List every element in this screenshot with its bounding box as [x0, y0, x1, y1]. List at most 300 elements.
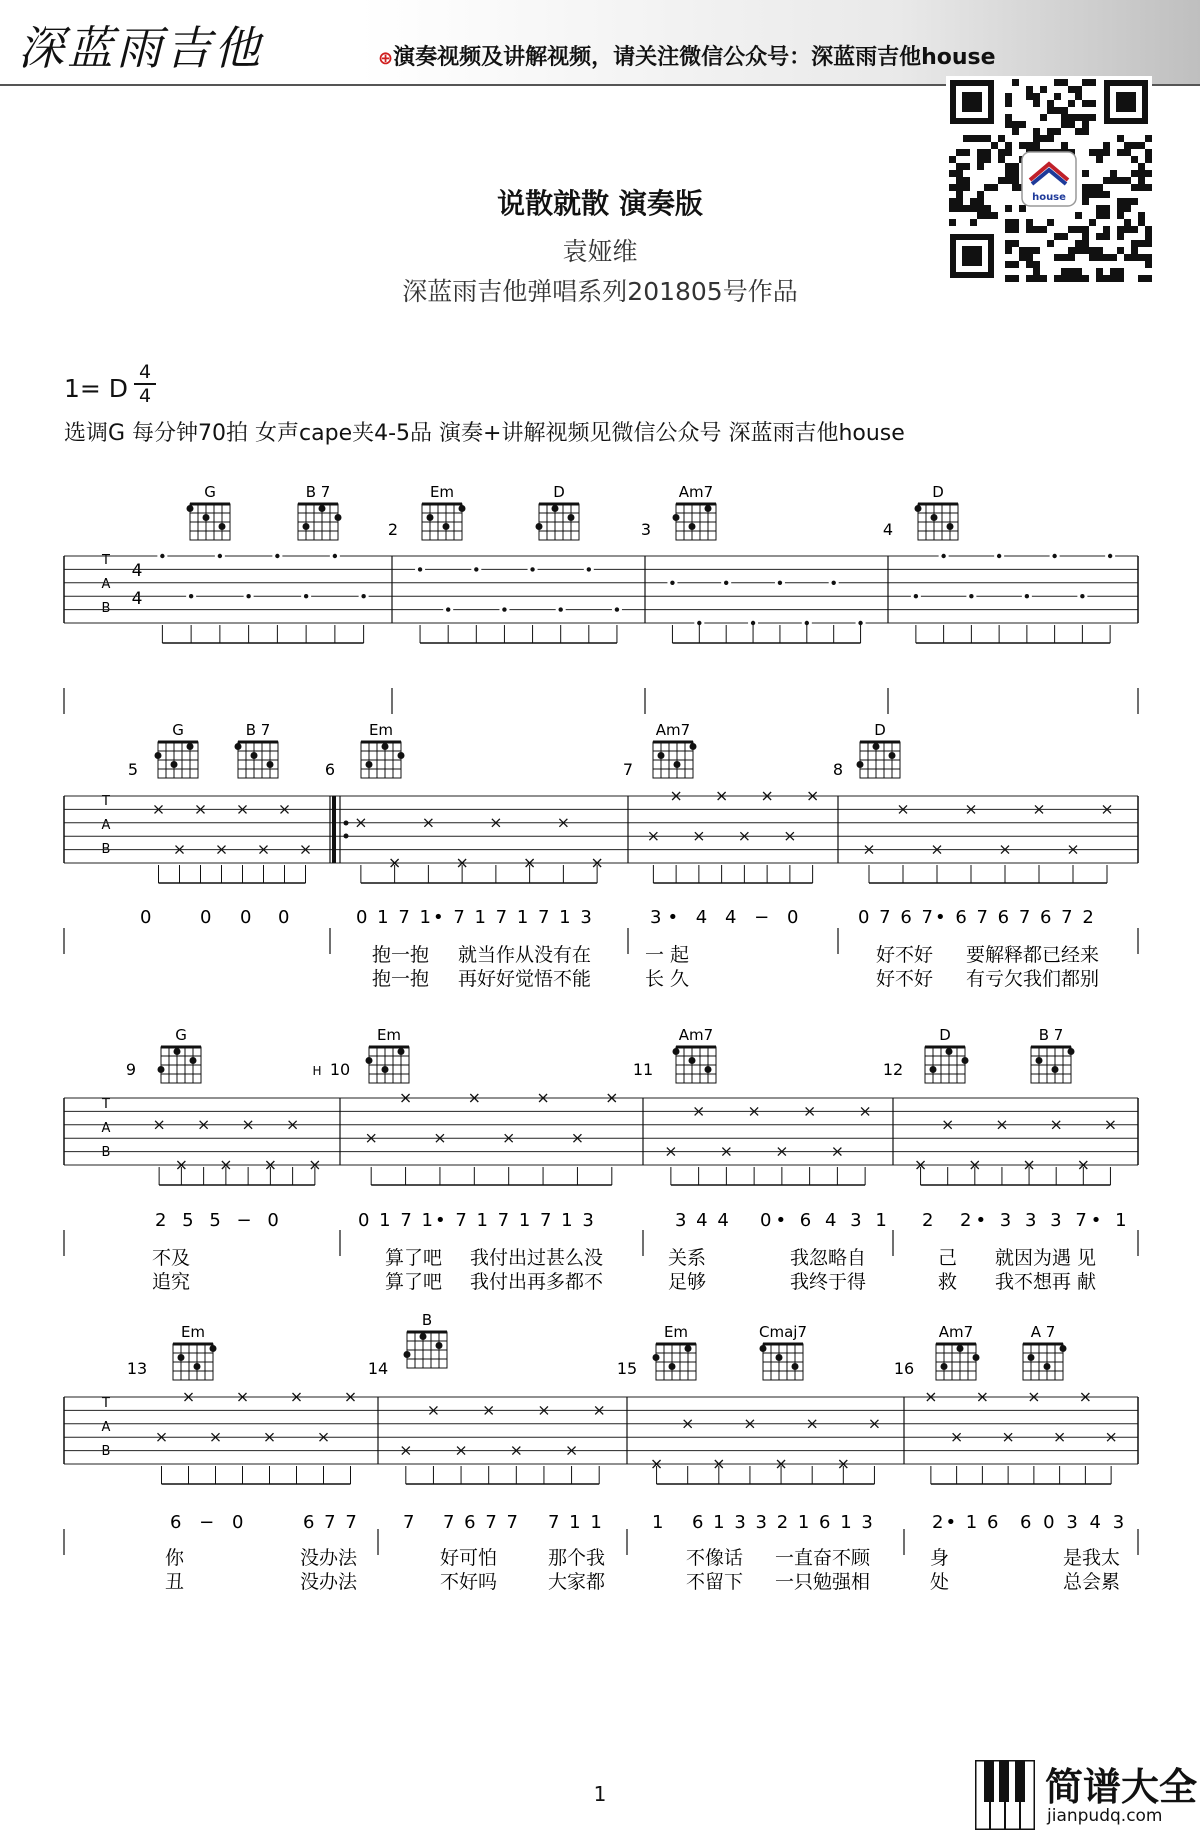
time-top: 4	[138, 361, 152, 383]
qr-module	[1061, 114, 1068, 121]
fret-number	[502, 607, 506, 611]
chord-diagram	[915, 504, 959, 540]
finger-dot	[436, 1342, 443, 1349]
qr-module	[956, 170, 963, 177]
fret-number	[751, 621, 755, 625]
chord-diagram	[673, 504, 717, 540]
qr-module	[1089, 79, 1096, 86]
fret-number	[418, 567, 422, 571]
lyric: 就当作从没有在	[458, 944, 592, 966]
finger-dot	[171, 761, 178, 768]
qr-module	[949, 170, 956, 177]
finger-dot	[190, 1057, 197, 1064]
qr-module	[977, 135, 984, 142]
finger-dot	[669, 1363, 676, 1370]
qr-module	[1082, 114, 1089, 121]
lyric: 就因为遇 见	[995, 1247, 1097, 1269]
finger-dot	[398, 1048, 405, 1055]
qr-module	[1040, 135, 1047, 142]
tab-letter: B	[101, 1145, 111, 1160]
chord-diagrams	[155, 742, 901, 778]
finger-dot	[568, 514, 575, 521]
finger-dot	[427, 514, 434, 521]
system-4	[101, 1311, 1127, 1593]
finger-dot	[673, 514, 680, 521]
lyric: 不留下	[686, 1571, 744, 1593]
finger-dot	[673, 1048, 680, 1055]
finger-dot	[658, 752, 665, 759]
fret-number	[587, 567, 591, 571]
measure-number: 3	[640, 520, 652, 539]
chord-name: D	[874, 721, 886, 739]
lyric: 好不好	[876, 968, 934, 990]
chord-name: Em	[180, 1323, 206, 1341]
chord-name: Cmaj7	[759, 1323, 807, 1341]
qr-module	[1061, 107, 1068, 114]
piano-icon	[975, 1760, 1035, 1830]
qr-module	[1096, 156, 1103, 163]
finger-dot	[187, 743, 194, 750]
chord-name: Am7	[655, 721, 691, 739]
numbered-notation: 3• 4 4 − 0	[650, 907, 805, 928]
qr-module	[1054, 79, 1061, 86]
chord-name: Em	[376, 1026, 402, 1044]
chord-diagram	[653, 742, 697, 778]
numbered-notation: 1	[652, 1512, 664, 1533]
numbered-notation: 0 1 7 1• 7 1 7 1 7 1 3	[356, 907, 594, 928]
qr-module	[1138, 163, 1145, 170]
fret-number	[246, 594, 250, 598]
score-area	[0, 460, 1200, 1600]
finger-dot	[946, 1048, 953, 1055]
finger-dot	[957, 1345, 964, 1352]
measure-number: 2	[387, 520, 399, 539]
fret-number	[697, 621, 701, 625]
qr-module	[1005, 149, 1012, 156]
lyric: 没办法	[300, 1571, 358, 1593]
finger-dot	[776, 1354, 783, 1361]
chord-name: B 7	[1038, 1026, 1064, 1044]
finger-dot	[931, 514, 938, 521]
tab-letter: T	[102, 1396, 110, 1411]
chord-diagram	[361, 742, 405, 778]
fret-number	[1052, 554, 1056, 558]
lyric: 我不想再 献	[995, 1271, 1097, 1293]
measure-number: 7	[622, 760, 634, 779]
finger-dot	[303, 523, 310, 530]
fret-number	[724, 581, 728, 585]
fret-number	[189, 594, 193, 598]
lyric: 不像话	[686, 1547, 744, 1569]
qr-module	[1012, 128, 1019, 135]
fret-number	[160, 554, 164, 558]
system-2	[101, 721, 1099, 990]
tab-letter: A	[101, 577, 111, 592]
finger-dot	[1028, 1354, 1035, 1361]
numbered-notation: 2• 1 6	[932, 1512, 1001, 1533]
finger-dot	[1036, 1057, 1043, 1064]
qr-module	[1033, 135, 1040, 142]
chord-name: B 7	[245, 721, 271, 739]
fret-number	[218, 554, 222, 558]
numbered-notation: 0 7 6 7• 6 7 6 7 6 7 2	[858, 907, 1096, 928]
finger-dot	[420, 1333, 427, 1340]
qr-module	[1089, 114, 1096, 121]
finger-dot	[382, 1066, 389, 1073]
finger-dot	[760, 1345, 767, 1352]
numbered-notation: 0• 6 4 3 1	[760, 1210, 891, 1231]
chord-name: Em	[663, 1323, 689, 1341]
qr-module	[1131, 156, 1138, 163]
qr-module	[1047, 100, 1054, 107]
qr-module	[1082, 121, 1089, 128]
numbered-notation: 0 1 7 1• 7 1 7 1 7 1 3	[358, 1210, 596, 1231]
lyric: 你	[165, 1547, 185, 1569]
qr-module	[1054, 93, 1061, 100]
qr-module	[1075, 93, 1082, 100]
numbered-notation: 0	[240, 907, 252, 928]
measure-number: 12	[882, 1060, 904, 1079]
qr-module	[1005, 121, 1012, 128]
qr-module	[1131, 170, 1138, 177]
fret-number	[805, 621, 809, 625]
tab-time: 4	[131, 589, 143, 609]
qr-module	[1096, 149, 1103, 156]
measure-number: 15	[616, 1359, 638, 1378]
numbered-notation: 2	[922, 1210, 934, 1231]
fret-number	[446, 607, 450, 611]
numbered-notation: 3 4 4	[675, 1210, 731, 1231]
chord-diagram	[187, 504, 231, 540]
finger-dot	[653, 1354, 660, 1361]
qr-module	[1138, 170, 1145, 177]
lyric: 那个我	[548, 1547, 606, 1569]
measure-number: 6	[324, 760, 336, 779]
fret-number	[474, 567, 478, 571]
qr-module	[1103, 149, 1110, 156]
fret-number	[1025, 594, 1029, 598]
repeat-dot	[344, 834, 349, 839]
qr-module	[1026, 86, 1033, 93]
qr-module	[956, 149, 963, 156]
qr-module	[998, 149, 1005, 156]
chord-diagram	[173, 1344, 217, 1380]
qr-module	[949, 156, 956, 163]
qr-module	[1089, 100, 1096, 107]
finger-dot	[536, 523, 543, 530]
numbered-notation: 7	[403, 1512, 415, 1533]
numbered-notation: 6 0 3 4 3	[1020, 1512, 1128, 1533]
chord-name: B	[421, 1311, 433, 1329]
lyric: 处	[930, 1571, 950, 1593]
lyric: 不好吗	[440, 1571, 498, 1593]
chord-diagram	[925, 1047, 969, 1083]
qr-label: house	[1032, 192, 1066, 203]
watermark-url: jianpudq.com	[1047, 1806, 1163, 1826]
numbered-notation: 6 7 7	[303, 1512, 359, 1533]
lyric: 好不好	[876, 944, 934, 966]
tab-letter: A	[101, 1121, 111, 1136]
finger-dot	[973, 1354, 980, 1361]
lyric: 没办法	[300, 1547, 358, 1569]
measure-number: 4	[882, 520, 894, 539]
numbered-notation: 0	[278, 907, 290, 928]
finger-dot	[689, 523, 696, 530]
qr-module	[1145, 156, 1152, 163]
qr-module	[1012, 121, 1019, 128]
lyric: 己	[938, 1247, 958, 1269]
song-series: 深蓝雨吉他弹唱系列201805号作品	[402, 277, 798, 306]
finger-dot	[158, 1066, 165, 1073]
qr-module	[1033, 93, 1040, 100]
finger-dot	[335, 514, 342, 521]
repeat-dot	[344, 821, 349, 826]
chord-diagram	[366, 1047, 410, 1083]
qr-module	[1089, 149, 1096, 156]
lyric: 是我太	[1063, 1547, 1121, 1569]
finger-dot	[174, 1048, 181, 1055]
chord-name: Am7	[938, 1323, 974, 1341]
qr-module	[1131, 142, 1138, 149]
qr-module	[1061, 79, 1068, 86]
qr-module	[1068, 86, 1075, 93]
qr-module	[1005, 163, 1012, 170]
tab-letter: T	[102, 553, 110, 568]
chord-diagrams	[187, 504, 959, 540]
finger-dot	[1068, 1048, 1075, 1055]
numbered-notation: 7 6 7 7	[443, 1512, 520, 1533]
qr-module	[1061, 142, 1068, 149]
measure-number: 14	[367, 1359, 389, 1378]
lyric: 总会累	[1063, 1571, 1121, 1593]
lyric: 我忽略自	[790, 1247, 867, 1269]
finger-dot	[178, 1354, 185, 1361]
tab-letter: A	[101, 1420, 111, 1435]
fret-number	[333, 554, 337, 558]
qr-module	[1026, 142, 1033, 149]
lyric: 足够	[668, 1271, 707, 1293]
finger-dot	[319, 505, 326, 512]
fret-number	[304, 594, 308, 598]
numbered-notation: 0	[140, 907, 152, 928]
qr-module	[1103, 142, 1110, 149]
fret-number	[778, 581, 782, 585]
qr-module	[1040, 114, 1047, 121]
finger-dot	[187, 505, 194, 512]
fret-number	[914, 594, 918, 598]
qr-module	[1054, 107, 1061, 114]
qr-module	[1068, 100, 1075, 107]
measure-number: 8	[832, 760, 844, 779]
qr-module	[1026, 93, 1033, 100]
finger-dot	[1044, 1363, 1051, 1370]
time-bottom: 4	[138, 385, 152, 407]
chord-diagram	[760, 1344, 804, 1380]
finger-dot	[194, 1363, 201, 1370]
qr-module	[1047, 128, 1054, 135]
qr-module	[1033, 128, 1040, 135]
qr-module	[1005, 100, 1012, 107]
lyric: 不及	[152, 1247, 191, 1269]
chord-name: D	[932, 483, 944, 501]
measure-number: 9	[125, 1060, 137, 1079]
finger-dot	[930, 1066, 937, 1073]
chord-name: Am7	[678, 1026, 714, 1044]
chord-diagram	[298, 504, 342, 540]
qr-module	[1005, 93, 1012, 100]
qr-module	[1012, 163, 1019, 170]
fret-number	[831, 581, 835, 585]
fret-number	[969, 594, 973, 598]
numbered-notation: 2• 3 3 3 7• 1	[960, 1210, 1131, 1231]
lyric: 一只勉强相	[775, 1571, 871, 1593]
chord-diagram	[1031, 1047, 1075, 1083]
tab-letter: B	[101, 601, 111, 616]
qr-module	[1068, 114, 1075, 121]
finger-dot	[1060, 1345, 1067, 1352]
system-3	[101, 1026, 1131, 1293]
chord-diagram	[235, 742, 279, 778]
qr-module	[984, 149, 991, 156]
tab-letter: T	[102, 794, 110, 809]
finger-dot	[674, 761, 681, 768]
finger-dot	[398, 752, 405, 759]
fret-number	[275, 554, 279, 558]
qr-module	[963, 149, 970, 156]
lyric: 算了吧	[385, 1247, 443, 1269]
chord-diagram	[155, 742, 199, 778]
lyric: 有亏欠我们都别	[966, 968, 1100, 990]
lyric: 我付出过甚么没	[470, 1247, 604, 1269]
chord-name: B 7	[305, 483, 331, 501]
chord-name: D	[553, 483, 565, 501]
time-signature	[134, 362, 156, 406]
chord-name: Am7	[678, 483, 714, 501]
finger-dot	[219, 523, 226, 530]
fret-number	[997, 554, 1001, 558]
fret-number	[1108, 554, 1112, 558]
key-signature: 1= D	[64, 374, 129, 403]
measure-number: 5	[127, 760, 139, 779]
qr-module	[1012, 170, 1019, 177]
chord-diagram	[1023, 1344, 1067, 1380]
qr-module	[984, 135, 991, 142]
qr-module	[1075, 86, 1082, 93]
chord-diagram	[857, 742, 901, 778]
finger-dot	[947, 523, 954, 530]
chord-diagram	[158, 1047, 202, 1083]
qr-module	[1124, 142, 1131, 149]
qr-module	[1040, 86, 1047, 93]
promo-text	[378, 40, 996, 71]
qr-module	[970, 135, 977, 142]
qr-module	[1033, 142, 1040, 149]
finger-dot	[873, 743, 880, 750]
tab-time: 4	[131, 561, 143, 581]
chord-diagram	[536, 504, 580, 540]
qr-module	[1145, 170, 1152, 177]
numbered-notation: 6 − 0	[170, 1512, 250, 1533]
qr-module	[998, 135, 1005, 142]
finger-dot	[685, 1345, 692, 1352]
qr-module	[977, 149, 984, 156]
finger-dot	[155, 752, 162, 759]
qr-module	[1005, 114, 1012, 121]
qr-module	[1117, 149, 1124, 156]
qr-module	[1117, 135, 1124, 142]
tab-letter: B	[101, 842, 111, 857]
lyric: 算了吧	[385, 1271, 443, 1293]
measure-number: 11	[632, 1060, 654, 1079]
chord-diagram	[422, 504, 466, 540]
fret-number	[530, 567, 534, 571]
chord-diagram	[936, 1344, 980, 1380]
qr-module	[998, 156, 1005, 163]
chord-diagram	[404, 1332, 448, 1368]
finger-dot	[705, 505, 712, 512]
numbered-notation: 7 1 1	[548, 1512, 604, 1533]
lyric: 救	[938, 1271, 958, 1293]
fret-number	[361, 594, 365, 598]
fret-number	[1080, 594, 1084, 598]
finger-dot	[459, 505, 466, 512]
finger-dot	[792, 1363, 799, 1370]
qr-module	[1145, 135, 1152, 142]
tab-letter: B	[101, 1444, 111, 1459]
play-instructions: 选调G 每分钟70拍 女声cape夹4-5品 演奏+讲解视频见微信公众号 深蓝雨吉他house	[64, 421, 905, 446]
song-title: 说散就散 演奏版	[497, 187, 703, 220]
site-watermark	[975, 1756, 1200, 1835]
qr-module	[1075, 128, 1082, 135]
lyric: 好可怕	[440, 1547, 498, 1569]
finger-dot	[915, 505, 922, 512]
finger-dot	[705, 1066, 712, 1073]
chord-name: D	[939, 1026, 951, 1044]
qr-module	[1082, 100, 1089, 107]
qr-module	[984, 156, 991, 163]
qr-module	[963, 163, 970, 170]
page-number: 1	[593, 1782, 607, 1806]
measure-number: 16	[893, 1359, 915, 1378]
promo-label: 演奏视频及讲解视频，请关注微信公众号：深蓝雨吉他house	[393, 45, 996, 70]
lyric: 追究	[152, 1271, 191, 1293]
lyric: 要解释都已经来	[966, 944, 1100, 966]
chord-diagram	[673, 1047, 717, 1083]
song-artist: 袁娅维	[562, 237, 638, 266]
qr-module	[1082, 128, 1089, 135]
lyric: 我终于得	[790, 1271, 867, 1293]
finger-dot	[366, 1057, 373, 1064]
lyric: 长 久	[645, 968, 690, 990]
lyric: 一直奋不顾	[775, 1547, 871, 1569]
finger-dot	[962, 1057, 969, 1064]
lyric: 再好好觉悟不能	[458, 968, 592, 990]
chord-name: Em	[429, 483, 455, 501]
finger-dot	[889, 752, 896, 759]
chord-name: Em	[368, 721, 394, 739]
lyric: 抱一抱	[372, 944, 430, 966]
lyric: 我付出再多都不	[470, 1271, 604, 1293]
qr-module	[1061, 121, 1068, 128]
qr-module	[1110, 170, 1117, 177]
brand-logo: 深蓝雨吉他	[18, 21, 263, 75]
finger-dot	[443, 523, 450, 530]
fret-number	[858, 621, 862, 625]
qr-module	[977, 163, 984, 170]
qr-module	[1082, 79, 1089, 86]
chord-diagram	[653, 1344, 697, 1380]
finger-dot	[690, 743, 697, 750]
